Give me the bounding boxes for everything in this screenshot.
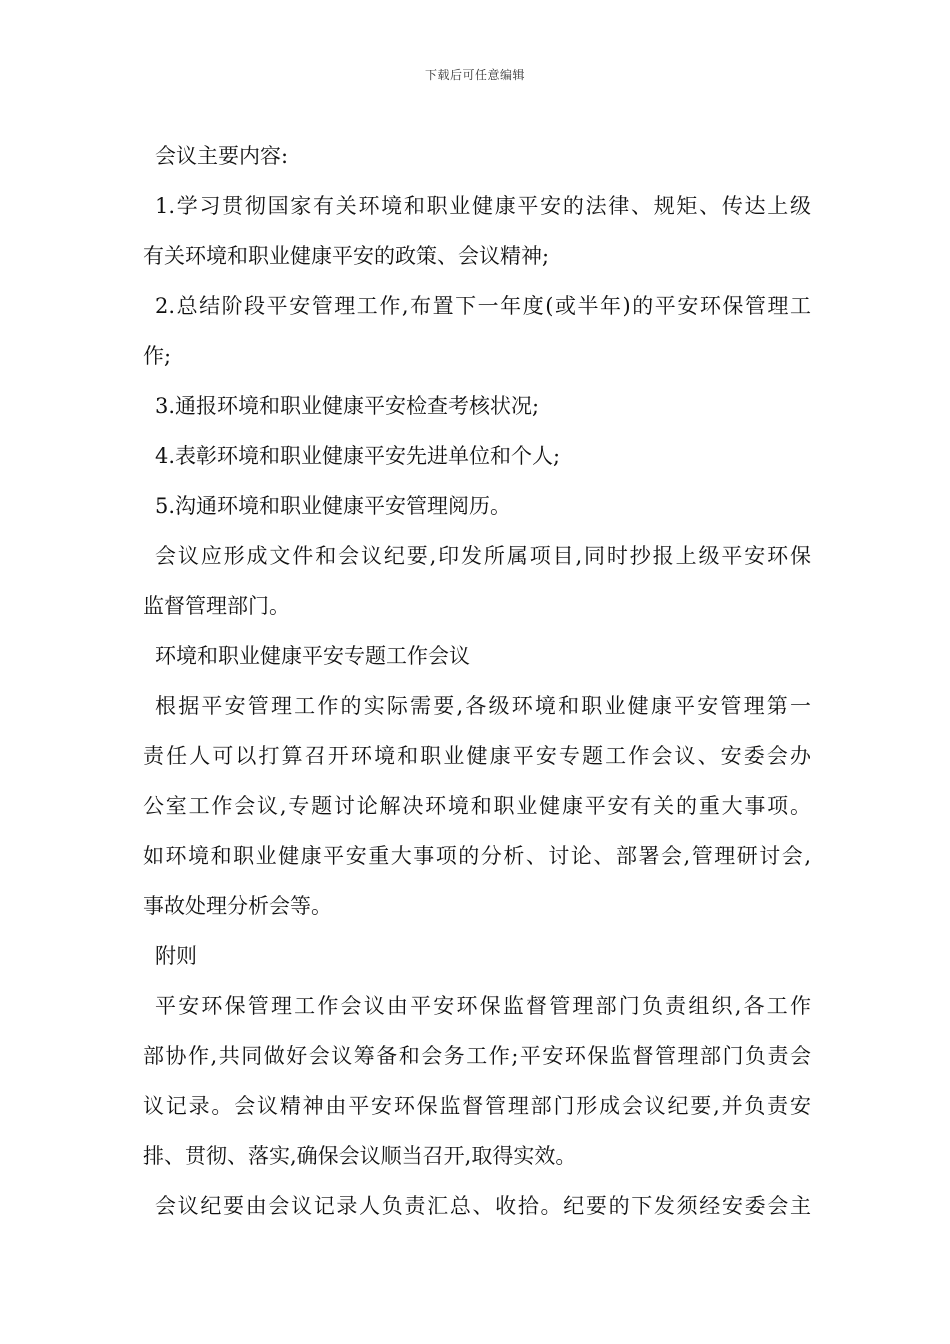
paragraph-minutes-line-2: 监督管理部门。 xyxy=(143,594,290,618)
section-heading-supplementary: 附则 xyxy=(155,944,197,968)
list-item-2-line-2: 作; xyxy=(143,344,172,368)
paragraph-special-line-4: 如环境和职业健康平安重大事项的分析、讨论、部署会,管理研讨会, xyxy=(143,844,811,868)
paragraph-special-line-2: 责任人可以打算召开环境和职业健康平安专题工作会议、安委会办 xyxy=(143,744,811,768)
paragraph-special-line-1: 根据平安管理工作的实际需要,各级环境和职业健康平安管理第一 xyxy=(155,694,811,718)
list-item-4: 4.表彰环境和职业健康平安先进单位和个人; xyxy=(155,444,561,468)
paragraph-supplementary-line-3: 议记录。会议精神由平安环保监督管理部门形成会议纪要,并负责安 xyxy=(143,1094,811,1118)
list-item-5: 5.沟通环境和职业健康平安管理阅历。 xyxy=(155,494,512,518)
paragraph-supplementary-line-1: 平安环保管理工作会议由平安环保监督管理部门负责组织,各工作 xyxy=(155,994,811,1018)
paragraph-supplementary-line-2: 部协作,共同做好会议筹备和会务工作;平安环保监督管理部门负责会 xyxy=(143,1044,811,1068)
paragraph-special-line-3: 公室工作会议,专题讨论解决环境和职业健康平安有关的重大事项。 xyxy=(143,794,811,818)
list-item-1-line-1: 1.学习贯彻国家有关环境和职业健康平安的法律、规矩、传达上级 xyxy=(155,194,811,218)
document-body xyxy=(143,131,811,1231)
paragraph-special-line-5: 事故处理分析会等。 xyxy=(143,894,332,918)
page-header: 下载后可任意编辑 xyxy=(424,68,525,82)
paragraph-supplementary-line-4: 排、贯彻、落实,确保会议顺当召开,取得实效。 xyxy=(143,1144,577,1168)
section-heading-special-meeting: 环境和职业健康平安专题工作会议 xyxy=(155,644,470,668)
paragraph-minutes-line-1: 会议应形成文件和会议纪要,印发所属项目,同时抄报上级平安环保 xyxy=(155,544,811,568)
section-heading-main-content: 会议主要内容: xyxy=(155,144,289,168)
paragraph-summary-line-1: 会议纪要由会议记录人负责汇总、收拾。纪要的下发须经安委会主 xyxy=(155,1194,811,1218)
list-item-3: 3.通报环境和职业健康平安检查考核状况; xyxy=(155,394,540,418)
list-item-2-line-1: 2.总结阶段平安管理工作,布置下一年度(或半年)的平安环保管理工 xyxy=(155,294,811,318)
list-item-1-line-2: 有关环境和职业健康平安的政策、会议精神; xyxy=(143,244,550,268)
